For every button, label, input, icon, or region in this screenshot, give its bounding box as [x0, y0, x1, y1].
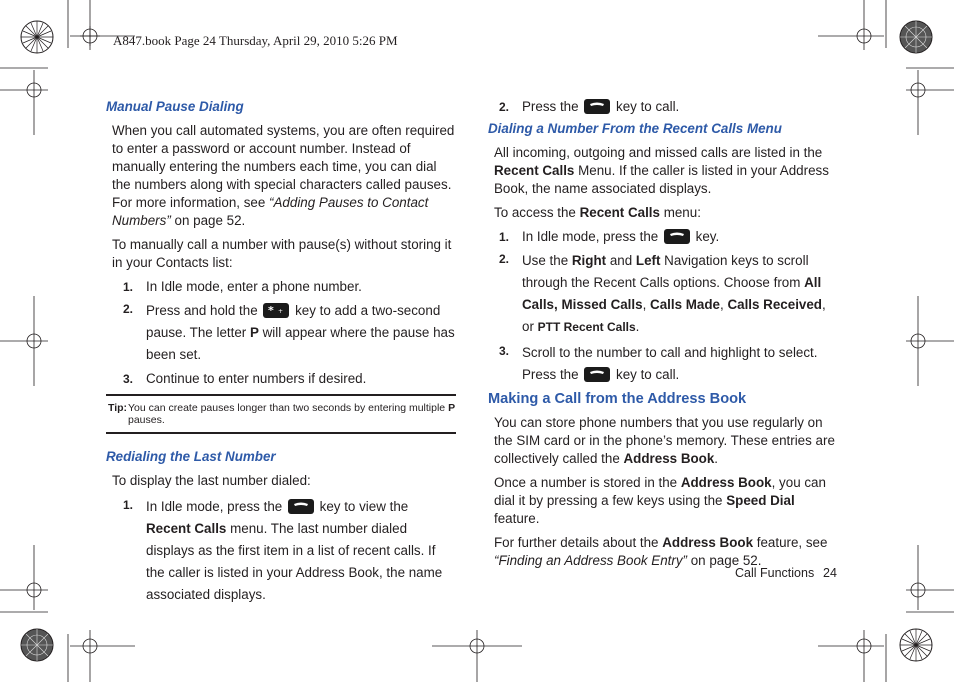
feature-name: Address Book — [680, 475, 772, 490]
feature-name: Speed Dial — [726, 493, 795, 508]
text: key to add a two-second pause. The letter — [146, 303, 441, 340]
text: menu: — [659, 205, 701, 220]
step-number: 2. — [123, 302, 134, 316]
option-name: Calls Made — [650, 297, 720, 312]
text: To access the — [494, 205, 580, 220]
heading-address-book: Making a Call from the Address Book — [488, 391, 747, 407]
menu-name: Recent Calls — [146, 521, 227, 536]
text: key to call. — [612, 367, 680, 382]
text: key to view the — [315, 499, 409, 514]
cross-reference: “Adding Pauses to Contact Numbers” — [112, 195, 429, 228]
footer-section: Call Functions — [735, 566, 815, 580]
text: key. — [691, 229, 720, 244]
text: will appear where the pause has been set. — [146, 325, 455, 362]
text: feature, see — [753, 535, 828, 550]
text: , — [642, 297, 651, 312]
step-number: 2. — [499, 252, 510, 266]
letter-p: P — [249, 325, 259, 340]
step-number: 1. — [123, 280, 134, 294]
heading-recent-calls: Dialing a Number From the Recent Calls Menu — [488, 121, 782, 136]
option-name: All Calls, Missed Calls — [522, 275, 822, 312]
text: feature. — [494, 511, 540, 526]
text: key to call. — [612, 99, 680, 114]
print-header: A847.book Page 24 Thursday, April 29, 2010 5:26 PM — [113, 33, 398, 48]
option-name: Calls Received — [727, 297, 822, 312]
step-number: 1. — [499, 230, 510, 244]
text: Scroll to the number to call and highlight to select. Press the — [522, 345, 818, 382]
registration-star-icon — [21, 629, 53, 661]
text: Once a number is stored in the — [494, 475, 681, 490]
text: In Idle mode, press the — [522, 229, 662, 244]
text: , — [720, 297, 728, 312]
heading-redialing: Redialing the Last Number — [106, 449, 276, 464]
text: on page 52. — [170, 213, 246, 228]
option-name: PTT Recent Calls — [537, 320, 636, 334]
text: , you can dial it by pressing a few keys using the — [494, 475, 826, 508]
text: on page 52. — [687, 553, 762, 568]
text: Press and hold the — [146, 303, 262, 318]
text: , or — [522, 297, 826, 334]
text: and — [606, 253, 636, 268]
step-text: In Idle mode, enter a phone number. — [146, 279, 362, 294]
text: You can store phone numbers that you use regularly on the SIM card or in the phone’s memory. These entries are collectively called the — [494, 415, 835, 466]
footer-page-number: 24 — [823, 566, 837, 580]
key-name: Right — [571, 253, 607, 268]
text: Menu. If the caller is listed in your Address Book, the name associated displays. — [494, 163, 829, 196]
step-number: 1. — [123, 498, 134, 512]
svg-text:+: + — [278, 308, 284, 315]
key-name: Left — [635, 253, 661, 268]
step-number: 3. — [499, 344, 510, 358]
text: All incoming, outgoing and missed calls are listed in the — [494, 145, 823, 160]
letter-p: P — [448, 402, 456, 414]
menu-name: Recent Calls — [494, 163, 575, 178]
text: Press the — [522, 99, 583, 114]
svg-text:*: * — [268, 304, 275, 317]
registration-star-icon — [900, 21, 932, 53]
menu-name: Recent Calls — [579, 205, 660, 220]
registration-star-icon — [21, 21, 53, 53]
heading-manual-pause-dialing: Manual Pause Dialing — [106, 99, 244, 114]
text: menu. The last number dialed displays as the first item in a list of recent calls. If the caller is listed in your Address Book, the name associated displays. — [146, 521, 443, 602]
step-number: 2. — [499, 100, 510, 114]
step-text: Continue to enter numbers if desired. — [146, 371, 367, 386]
feature-name: Address Book — [623, 451, 715, 466]
text: For further details about the — [494, 535, 663, 550]
paragraph-display-last: To display the last number dialed: — [112, 473, 311, 488]
tip-label: Tip: — [108, 402, 128, 414]
feature-name: Address Book — [662, 535, 754, 550]
text: In Idle mode, press the — [146, 499, 286, 514]
text: Navigation keys to scroll through the Recent Calls options. Choose from — [522, 253, 809, 290]
cross-reference: “Finding an Address Book Entry” — [494, 553, 688, 568]
registration-star-icon — [900, 629, 932, 661]
text: . — [714, 451, 719, 466]
text: Use the — [522, 253, 572, 268]
paragraph-manual-call: To manually call a number with pause(s) without storing it in your Contacts list: — [112, 237, 452, 270]
step-number: 3. — [123, 372, 134, 386]
text: pauses. — [128, 414, 165, 426]
text: . — [635, 319, 640, 334]
text: You can create pauses longer than two seconds by entering multiple — [128, 402, 449, 414]
text: When you call automated systems, you are often required to enter a password or account number. Instead of manually entering the numbers each time, you can dial the numbers along with special characters called pauses. For more information, see — [112, 123, 455, 210]
